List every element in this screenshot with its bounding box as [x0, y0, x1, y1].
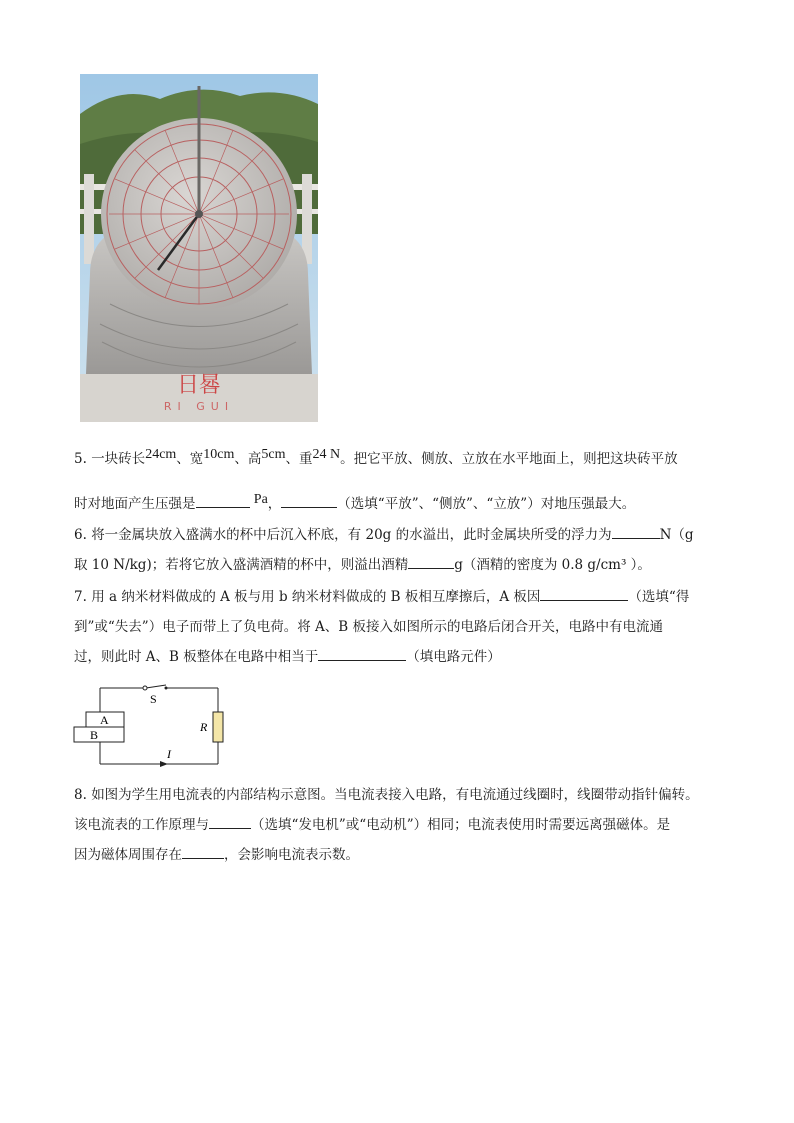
sundial-caption: 日晷 — [176, 373, 222, 398]
switch-label: S — [150, 692, 157, 706]
q5-number: 5. — [74, 451, 87, 467]
sundial-caption-pinyin: RI GUI — [163, 400, 235, 413]
q5-unit-pa: Pa — [253, 492, 268, 507]
q7-text: 到”或“失去”）电子而带上了负电荷。将 A、B 板接入如图所示的电路后闭合开关，电路中有电流通 — [74, 619, 663, 635]
q5-text: 、宽 — [176, 451, 204, 467]
q5-text: （选填“平放”、“侧放”、“立放”）对地压强最大。 — [337, 496, 636, 512]
q8-number: 8. — [74, 787, 87, 803]
q8-text: ，会影响电流表示数。 — [224, 847, 359, 863]
q5-text: ， — [267, 496, 282, 512]
q6-text: N（g — [659, 527, 694, 543]
question-7 — [74, 582, 724, 672]
q8-blank-1[interactable] — [209, 814, 251, 829]
plate-a-label: A — [100, 713, 109, 727]
question-5 — [74, 444, 724, 520]
q5-blank-1[interactable] — [196, 493, 250, 508]
q5-height: 5cm — [261, 447, 286, 462]
q5-length: 24cm — [145, 447, 177, 462]
sundial-photo — [80, 74, 318, 422]
q5-text: 。把它平放、侧放、立放在水平地面上，则把这块砖平放 — [340, 451, 678, 467]
resistor-label: R — [200, 720, 208, 734]
question-8 — [74, 780, 724, 870]
q7-text: （选填“得 — [628, 589, 690, 605]
question-6 — [74, 520, 724, 580]
q5-width: 10cm — [203, 447, 235, 462]
q6-text: 取 10 N/kg)；若将它放入盛满酒精的杯中，则溢出酒精 — [74, 557, 409, 573]
plate-b-label: B — [90, 728, 99, 742]
q6-blank-1[interactable] — [612, 524, 660, 539]
q5-text: 、重 — [285, 451, 313, 467]
q7-number: 7. — [74, 589, 87, 605]
q8-text: 该电流表的工作原理与 — [74, 817, 209, 833]
q8-text: 如图为学生用电流表的内部结构示意图。当电流表接入电路，有电流通过线圈时，线圈带动指针偏转。 — [91, 787, 699, 803]
q6-number: 6. — [74, 527, 87, 543]
q5-blank-2[interactable] — [281, 493, 337, 508]
q6-text: 将一金属块放入盛满水的杯中后沉入杯底，有 20g 的水溢出，此时金属块所受的浮力为 — [91, 527, 612, 543]
q6-text: g（酒精的密度为 0.8 g/cm³ ）。 — [454, 557, 651, 573]
q7-blank-1[interactable] — [540, 586, 628, 601]
q6-blank-2[interactable] — [408, 554, 454, 569]
q5-text: 一块砖长 — [91, 451, 146, 467]
q8-text: 因为磁体周围存在 — [74, 847, 182, 863]
q5-text: 时对地面产生压强是 — [74, 496, 196, 512]
q8-blank-2[interactable] — [182, 844, 224, 859]
q7-text: （填电路元件） — [406, 649, 501, 665]
q5-text: 、高 — [234, 451, 262, 467]
circuit-diagram — [70, 684, 230, 770]
q7-text: 用 a 纳米材料做成的 A 板与用 b 纳米材料做成的 B 板相互摩擦后，A 板因 — [91, 589, 541, 605]
q5-weight: 24 N — [312, 447, 341, 462]
current-label: I — [167, 747, 171, 761]
q7-blank-2[interactable] — [318, 646, 406, 661]
q7-text: 过，则此时 A、B 板整体在电路中相当于 — [74, 649, 319, 665]
q8-text: （选填“发电机”或“电动机”）相同；电流表使用时需要远离强磁体。是 — [251, 817, 671, 833]
